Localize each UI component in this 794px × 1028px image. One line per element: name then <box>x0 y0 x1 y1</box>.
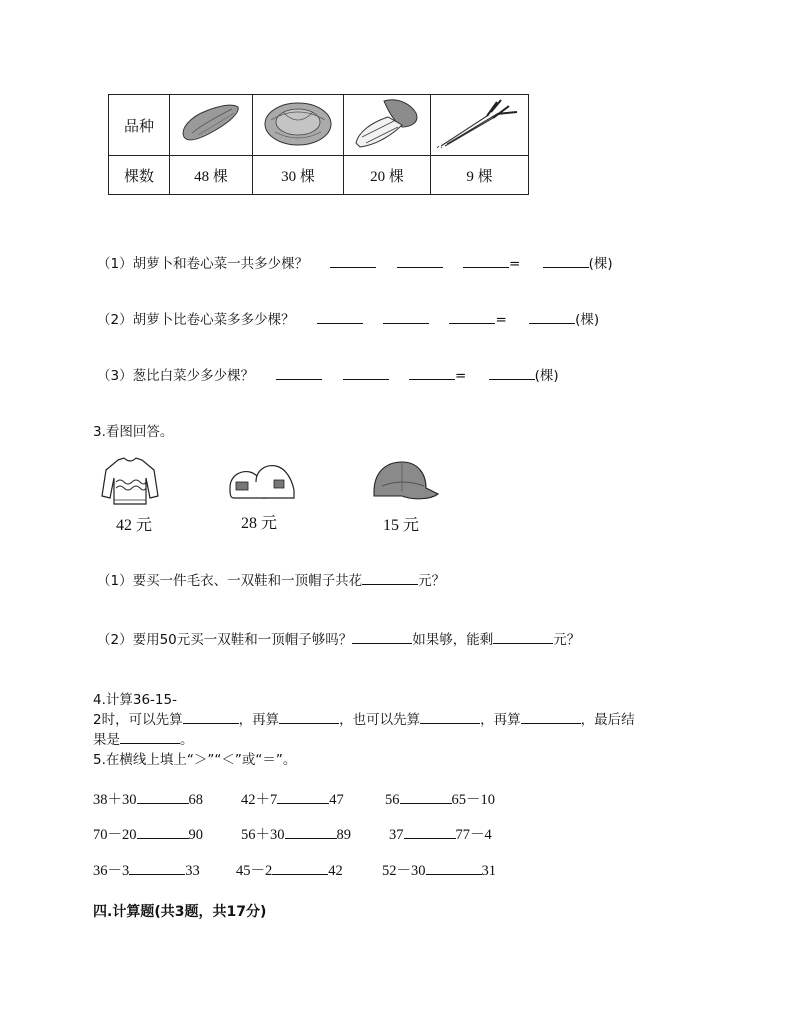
equals-sign: = <box>454 368 467 384</box>
answer-blank[interactable] <box>543 253 589 268</box>
answer-blank[interactable] <box>343 365 389 380</box>
section-4-line-2 <box>93 708 635 728</box>
question-text: （1）要买一件毛衣、一双鞋和一顶帽子共花 <box>97 573 363 589</box>
question-2-text: （2）胡萝卜比卷心菜多多少棵？ <box>97 312 295 328</box>
table-count-row <box>109 156 529 195</box>
answer-blank[interactable] <box>420 709 480 724</box>
cabbage-cell <box>253 95 344 156</box>
variety-label: 品种 <box>109 95 170 156</box>
expression-right: 65－10 <box>451 792 495 808</box>
sweater-icon <box>100 456 160 508</box>
count-label: 棵数 <box>109 156 170 195</box>
shoes-icon <box>230 466 294 498</box>
equals-sign: = <box>508 256 521 272</box>
equals-sign: = <box>495 312 507 328</box>
compare-row <box>382 859 496 880</box>
compare-blank[interactable] <box>400 789 452 804</box>
vegetable-table <box>108 94 529 195</box>
sweater-price: 42 元 <box>116 517 153 534</box>
question-text: 。 <box>180 732 194 748</box>
question-text: ，最后结 <box>580 712 635 728</box>
section-3-title: 3.看图回答。 <box>93 424 174 440</box>
compare-blank[interactable] <box>426 860 482 875</box>
compare-row <box>241 823 351 844</box>
expression-right: 31 <box>481 863 496 879</box>
expression-left: 45－2 <box>236 863 273 879</box>
expression-left: 37 <box>389 827 404 843</box>
expression-right: 47 <box>329 792 344 808</box>
section-3-question-1 <box>97 569 445 589</box>
section-3-question-2 <box>97 628 580 648</box>
answer-blank[interactable] <box>317 309 363 324</box>
expression-left: 42＋7 <box>241 792 278 808</box>
answer-blank[interactable] <box>279 709 339 724</box>
expression-left: 56 <box>385 792 400 808</box>
answer-blank[interactable] <box>409 365 455 380</box>
question-text: ，再算 <box>238 712 280 728</box>
answer-blank[interactable] <box>493 629 553 644</box>
expression-right: 90 <box>188 827 203 843</box>
scallion-cell <box>431 95 529 156</box>
question-2 <box>97 308 599 328</box>
question-text: 果是 <box>93 732 120 748</box>
question-text: 元？ <box>418 573 446 589</box>
expression-left: 36－3 <box>93 863 130 879</box>
question-text: ，也可以先算 <box>339 712 421 728</box>
expression-left: 70－20 <box>93 827 137 843</box>
cabbage-count: 30 棵 <box>253 156 344 195</box>
compare-row <box>241 788 344 809</box>
unit-label: (棵) <box>534 368 559 384</box>
compare-row <box>93 788 203 809</box>
answer-blank[interactable] <box>529 309 575 324</box>
compare-blank[interactable] <box>129 860 185 875</box>
compare-blank[interactable] <box>277 789 329 804</box>
expression-left: 38＋30 <box>93 792 137 808</box>
unit-label: (棵) <box>575 312 600 328</box>
cabbage-icon <box>261 98 335 148</box>
compare-blank[interactable] <box>272 860 328 875</box>
cap-icon <box>368 458 440 506</box>
cap-price: 15 元 <box>383 517 420 534</box>
table-header-row <box>109 95 529 156</box>
compare-row <box>93 823 203 844</box>
expression-right: 89 <box>336 827 351 843</box>
answer-blank[interactable] <box>463 253 509 268</box>
expression-right: 68 <box>188 792 203 808</box>
question-3 <box>97 364 559 384</box>
question-1-text: （1）胡萝卜和卷心菜一共多少棵？ <box>97 256 309 272</box>
answer-blank[interactable] <box>183 709 239 724</box>
carrot-count: 48 棵 <box>170 156 253 195</box>
compare-row <box>236 859 343 880</box>
question-text: 2时，可以先算 <box>93 712 183 728</box>
question-text: （2）要用50元买一双鞋和一顶帽子够吗？ <box>97 632 353 648</box>
compare-blank[interactable] <box>137 789 189 804</box>
section-5-title: 5.在横线上填上“＞”“＜”或“＝”。 <box>93 752 297 768</box>
answer-blank[interactable] <box>352 629 412 644</box>
compare-blank[interactable] <box>137 824 189 839</box>
scallion-icon <box>437 98 523 148</box>
expression-right: 42 <box>328 863 343 879</box>
compare-row <box>389 823 492 844</box>
answer-blank[interactable] <box>276 365 322 380</box>
expression-right: 77－4 <box>455 827 492 843</box>
unit-label: (棵) <box>588 256 613 272</box>
answer-blank[interactable] <box>120 729 180 744</box>
answer-blank[interactable] <box>449 309 495 324</box>
compare-row <box>385 788 495 809</box>
compare-row <box>93 859 200 880</box>
answer-blank[interactable] <box>489 365 535 380</box>
answer-blank[interactable] <box>383 309 429 324</box>
question-text: 元？ <box>553 632 581 648</box>
answer-blank[interactable] <box>362 570 418 585</box>
carrot-icon <box>178 101 244 145</box>
shoes-price: 28 元 <box>241 515 278 532</box>
question-text: ，再算 <box>480 712 521 728</box>
answer-blank[interactable] <box>521 709 581 724</box>
section-4-line-3 <box>93 728 194 748</box>
compare-blank[interactable] <box>285 824 337 839</box>
expression-left: 52－30 <box>382 863 426 879</box>
carrot-cell <box>170 95 253 156</box>
expression-left: 56＋30 <box>241 827 285 843</box>
scallion-count: 9 棵 <box>431 156 529 195</box>
question-1 <box>97 252 613 272</box>
question-text: 如果够，能剩 <box>412 632 494 648</box>
bok-choy-count: 20 棵 <box>344 156 431 195</box>
section-4-line-1: 4.计算36-15- <box>93 692 177 708</box>
bok-choy-cell <box>344 95 431 156</box>
bok-choy-icon <box>350 97 424 149</box>
question-3-text: （3）葱比白菜少多少棵？ <box>97 368 255 384</box>
expression-right: 33 <box>185 863 200 879</box>
answer-blank[interactable] <box>330 253 376 268</box>
section-heading: 四.计算题(共3题，共17分) <box>93 904 267 920</box>
compare-blank[interactable] <box>404 824 456 839</box>
answer-blank[interactable] <box>397 253 443 268</box>
